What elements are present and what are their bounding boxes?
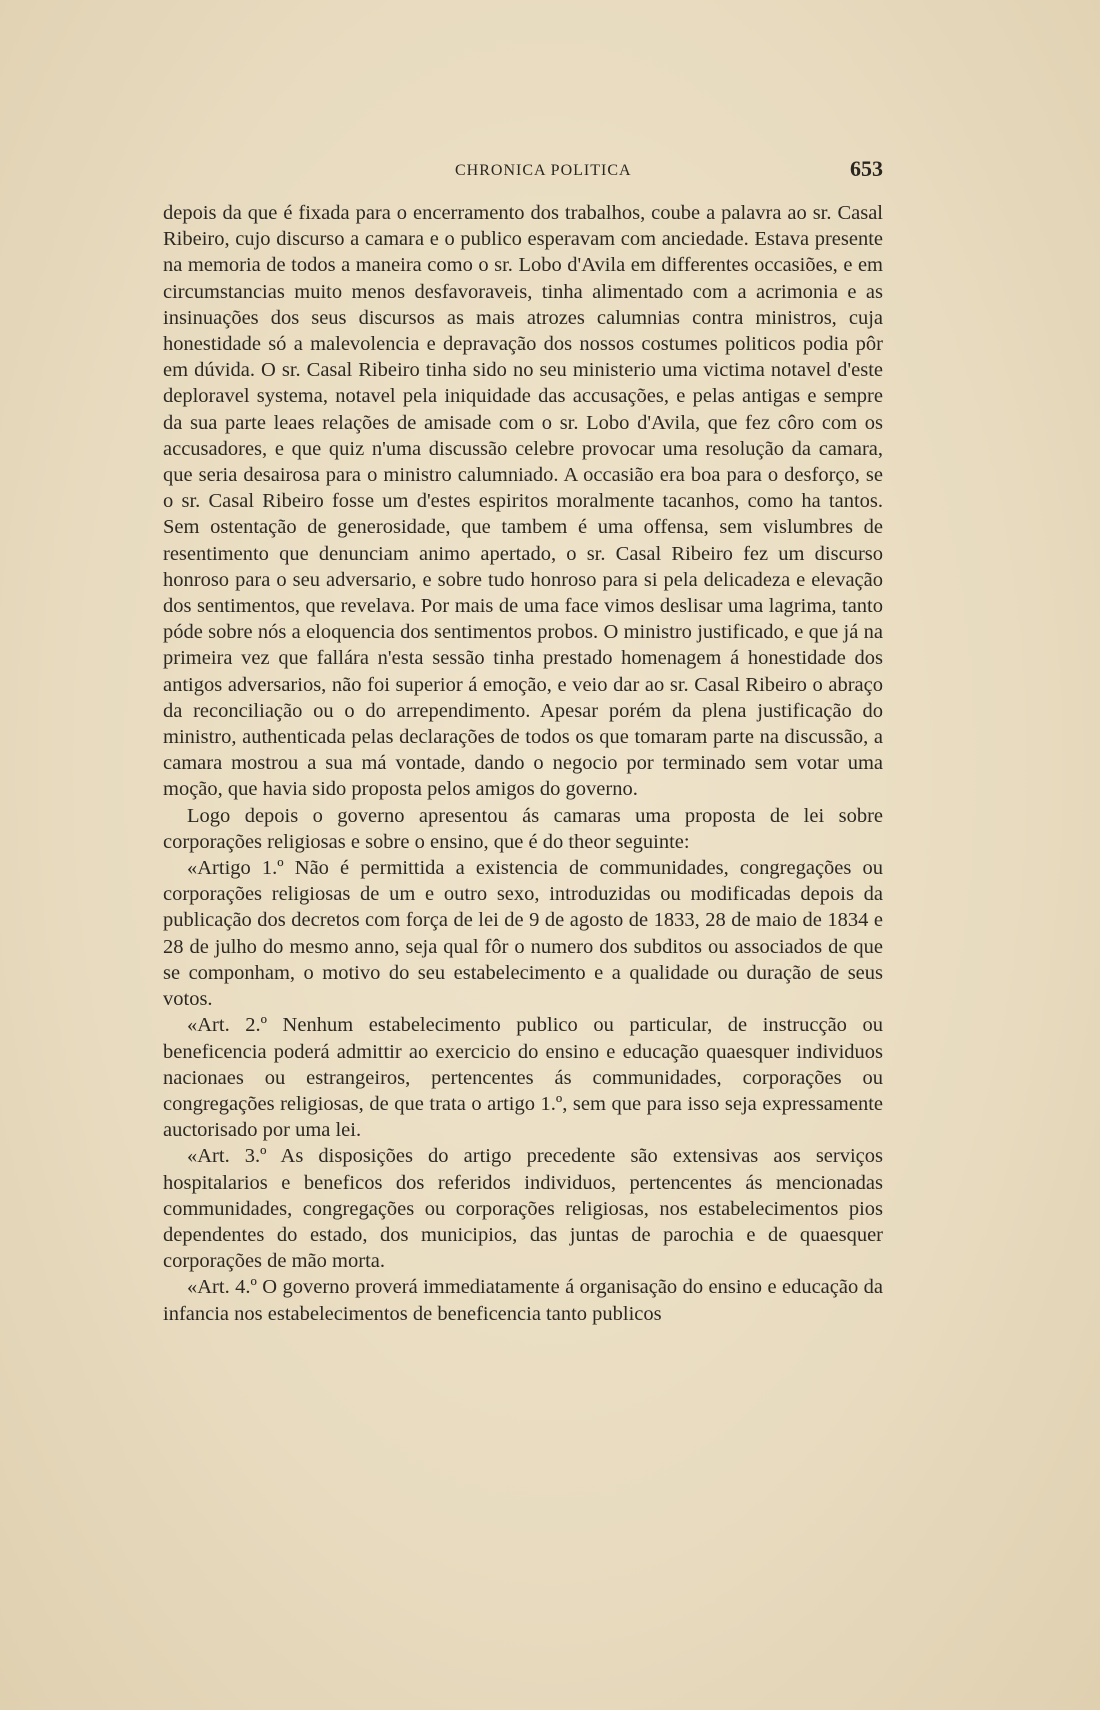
paragraph-2: Logo depois o governo apresentou ás camaras uma proposta de lei sobre corporações religiosas e sobre o ensino, que é do theor seguinte: xyxy=(163,804,883,853)
paragraph-1: depois da que é fixada para o encerramento dos trabalhos, coube a palavra ao sr. Casal Ribeiro, cujo discurso a camara e o publico esperavam com anciedade. Estava presente na memoria de todos a maneira como o sr. Lobo d'Avila em differentes occasiões, e em circumstancias muito menos desfavoraveis, tinha alimentado com a acrimonia e as insinuações dos seus discursos as mais atrozes calumnias contra ministros, cuja honestidade só a malevolencia e depravação dos nossos costumes politicos podia pôr em dúvida. O sr. Casal Ribeiro tinha sido no seu ministerio uma victima notavel d'este deploravel systema, notavel pela iniquidade das accusações, e pelas antigas e sempre da sua parte leaes relações de amisade com o sr. Lobo d'Avila, que fez côro com os accusadores, e que quiz n'uma discussão celebre provocar uma resolução da camara, que seria desairosa para o ministro calumniado. A occasião era boa para o desforço, se o sr. Casal Ribeiro fosse um d'estes espiritos moralmente tacanhos, como ha tantos. Sem ostentação de generosidade, que tambem é uma offensa, sem vislumbres de resentimento que denunciam animo apertado, o sr. Casal Ribeiro fez um discurso honroso para o seu adversario, e sobre tudo honroso para si pela delicadeza e elevação dos sentimentos, que revelava. Por mais de uma face vimos deslisar uma lagrima, tanto póde sobre nós a eloquencia dos sentimentos probos. O ministro justificado, e que já na primeira vez que fallára n'esta sessão tinha prestado homenagem á honestidade dos antigos adversarios, não foi superior á emoção, e veio dar ao sr. Casal Ribeiro o abraço da reconciliação ou o do arrependimento. Apesar porém da plena justificação do ministro, authenticada pelas declarações de todos os que tomaram parte na discussão, a camara mostrou a sua má vontade, dando o negocio por terminado sem votar uma moção, que havia sido proposta pelos amigos do governo. xyxy=(163,202,883,801)
page-number: 653 xyxy=(850,156,883,181)
article-4: «Art. 4.º O governo proverá immediatamente á organisação do ensino e educação da infancia nos estabelecimentos de beneficencia tanto publicos xyxy=(163,1276,883,1325)
running-title: CHRONICA POLITICA xyxy=(455,162,632,179)
body-text xyxy=(163,200,883,1327)
article-2: «Art. 2.º Nenhum estabelecimento publico ou particular, de instrucção ou beneficencia poderá admittir ao exercicio do ensino e educação quaesquer individuos nacionaes ou estrangeiros, pertencentes ás communidades, corporações ou congregações religiosas, de que trata o artigo 1.º, sem que para isso seja expressamente auctorisado por uma lei. xyxy=(163,1014,883,1142)
article-3: «Art. 3.º As disposições do artigo precedente são extensivas aos serviços hospitalarios e beneficos dos referidos individuos, pertencentes ás mencionadas communidades, congregações ou corporações religiosas, nos estabelecimentos pios dependentes do estado, dos municipios, das juntas de parochia e de quaesquer corporações de mão morta. xyxy=(163,1145,883,1273)
page-header xyxy=(163,156,883,186)
article-1: «Artigo 1.º Não é permittida a existencia de communidades, congregações ou corporações religiosas de um e outro sexo, introduzidas ou modificadas depois da publicação dos decretos com força de lei de 9 de agosto de 1833, 28 de maio de 1834 e 28 de julho do mesmo anno, seja qual fôr o numero dos subditos ou associados de que se componham, o motivo do seu estabelecimento e a qualidade ou duração de seus votos. xyxy=(163,857,883,1011)
